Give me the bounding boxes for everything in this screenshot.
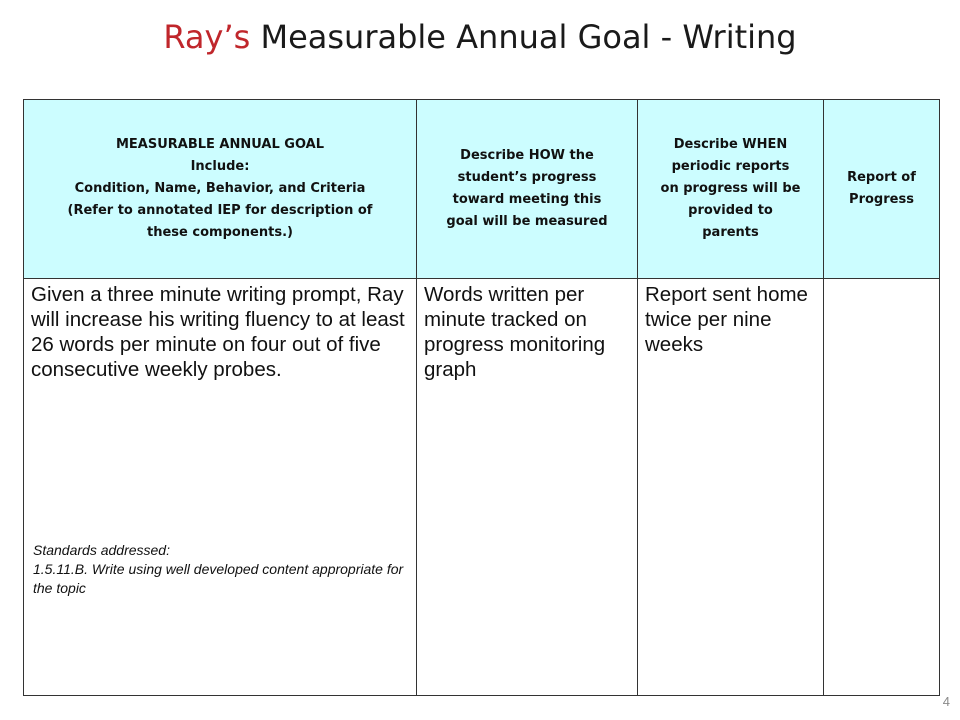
header-line: toward meeting this (452, 192, 602, 207)
annual-goal-cell (24, 279, 417, 696)
page-number: 4 (942, 694, 950, 709)
student-name: Ray’s (163, 18, 251, 56)
header-report-of-progress (824, 100, 940, 279)
header-line: MEASURABLE ANNUAL GOAL (115, 137, 325, 152)
standards-text: 1.5.11.B. Write using well developed content appropriate for the topic (33, 561, 404, 596)
header-row (24, 100, 940, 279)
header-line: provided to (688, 203, 773, 218)
header-annual-goal (24, 100, 417, 279)
title-text: Measurable Annual Goal - Writing (260, 18, 797, 56)
header-line: student’s progress (457, 170, 597, 185)
header-line: Describe HOW the (460, 148, 594, 163)
annual-goal-text: Given a three minute writing prompt, Ray will increase his writing fluency to at least 26 words per minute on four out of five consecutive weekly probes. (31, 283, 405, 381)
standards-label: Standards addressed: (33, 542, 170, 558)
how-measured-cell (417, 279, 638, 696)
when-reported-cell (638, 279, 824, 696)
header-line: these components.) (147, 225, 293, 240)
report-of-progress-cell (824, 279, 940, 696)
header-line: Describe WHEN (673, 137, 788, 152)
when-reported-text: Report sent home twice per nine weeks (645, 283, 808, 356)
header-how-measured (417, 100, 638, 279)
header-line: Include: (190, 159, 250, 174)
header-line: goal will be measured (446, 214, 608, 229)
standards-note (33, 541, 413, 598)
header-line: on progress will be (660, 181, 801, 196)
header-line: Condition, Name, Behavior, and Criteria (74, 181, 366, 196)
slide-title (0, 18, 960, 56)
header-line: periodic reports (671, 159, 790, 174)
header-line: Report of (847, 170, 916, 185)
header-when-reported (638, 100, 824, 279)
header-line: parents (702, 225, 759, 240)
how-measured-text: Words written per minute tracked on progress monitoring graph (424, 283, 606, 381)
goal-table (23, 99, 940, 696)
header-line: (Refer to annotated IEP for description of (67, 203, 373, 218)
header-line: Progress (849, 192, 914, 207)
goal-row (24, 279, 940, 696)
